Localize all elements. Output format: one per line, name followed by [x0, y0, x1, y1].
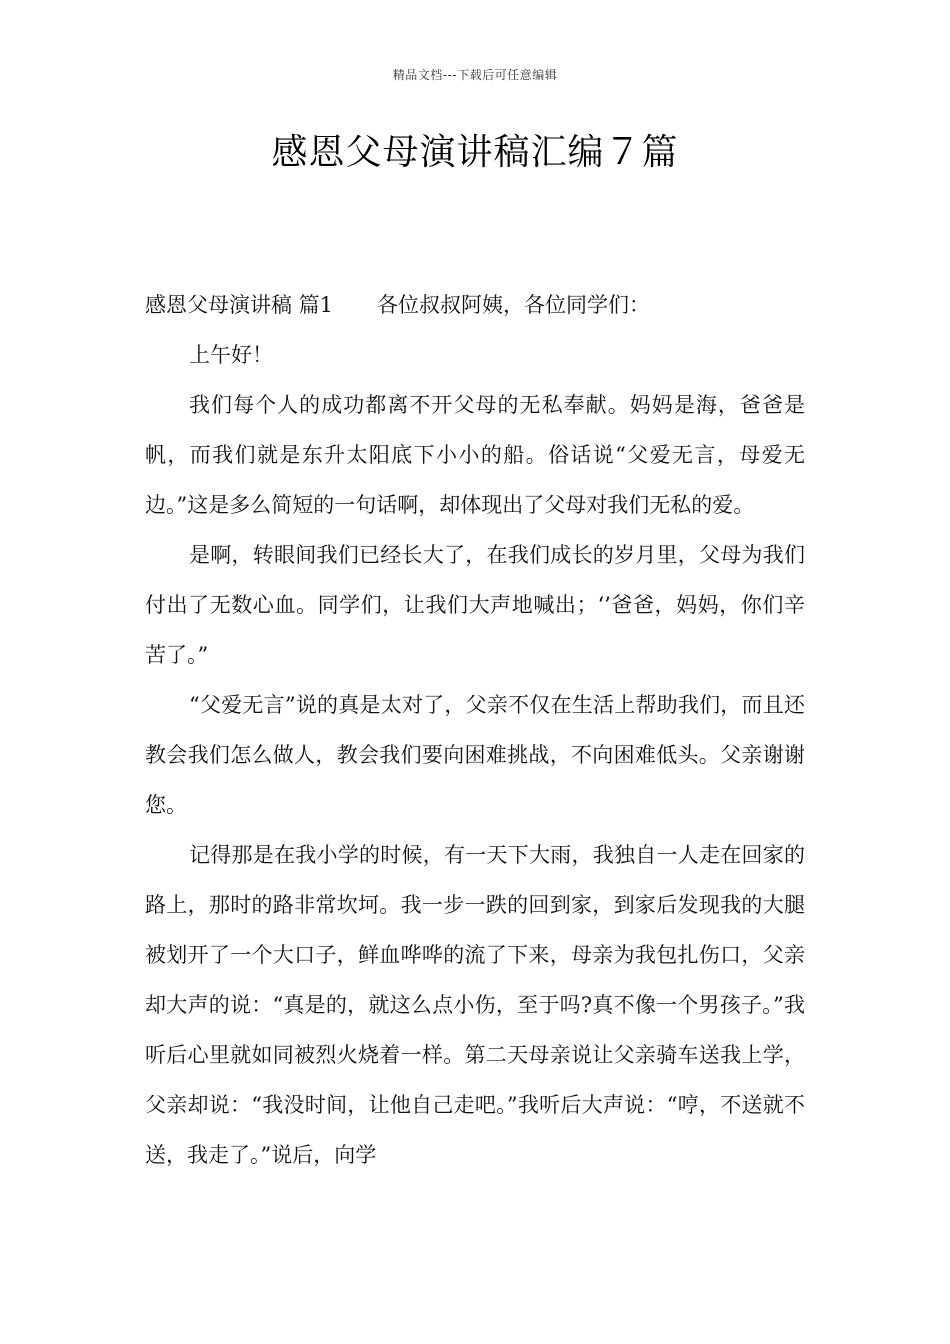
document-body	[145, 280, 805, 1180]
header-note: 精品文档---下载后可任意编辑	[392, 68, 558, 82]
section-heading-line	[145, 280, 805, 330]
paragraph: 我们每个人的成功都离不开父母的无私奉献。妈妈是海，爸爸是帆，而我们就是东升太阳底下小小的船。俗话说“父爱无言，母爱无边。”这是多么简短的一句话啊，却体现出了父母对我们无私的爱。	[145, 393, 805, 517]
paragraph-greeting: 上午好！	[189, 343, 273, 367]
paragraph: 是啊，转眼间我们已经长大了，在我们成长的岁月里，父母为我们付出了无数心血。同学们，让我们大声地喊出；‘’爸爸，妈妈，你们辛苦了。”	[145, 543, 805, 667]
paragraph: “父爱无言”说的真是太对了，父亲不仅在生活上帮助我们，而且还教会我们怎么做人，教会我们要向困难挑战，不向困难低头。父亲谢谢您。	[145, 693, 805, 817]
section-label: 感恩父母演讲稿 篇1	[145, 293, 334, 317]
paragraph: 记得那是在我小学的时候，有一天下大雨，我独自一人走在回家的路上，那时的路非常坎坷。我一步一跌的回到家，到家后发现我的大腿被划开了一个大口子，鲜血哗哗的流了下来，母亲为我包扎伤口，父亲却大声的说：“真是的，就这么点小伤，至于吗?真不像一个男孩子。”我听后心里就如同被烈火烧着一样。第二天母亲说让父亲骑车送我上学，父亲却说：“我没时间，让他自己走吧。”我听后大声说：“哼，不送就不送，我走了。”说后，向学	[145, 843, 805, 1167]
salutation: 各位叔叔阿姨，各位同学们：	[377, 293, 651, 317]
document-title: 感恩父母演讲稿汇编７篇	[271, 132, 679, 173]
